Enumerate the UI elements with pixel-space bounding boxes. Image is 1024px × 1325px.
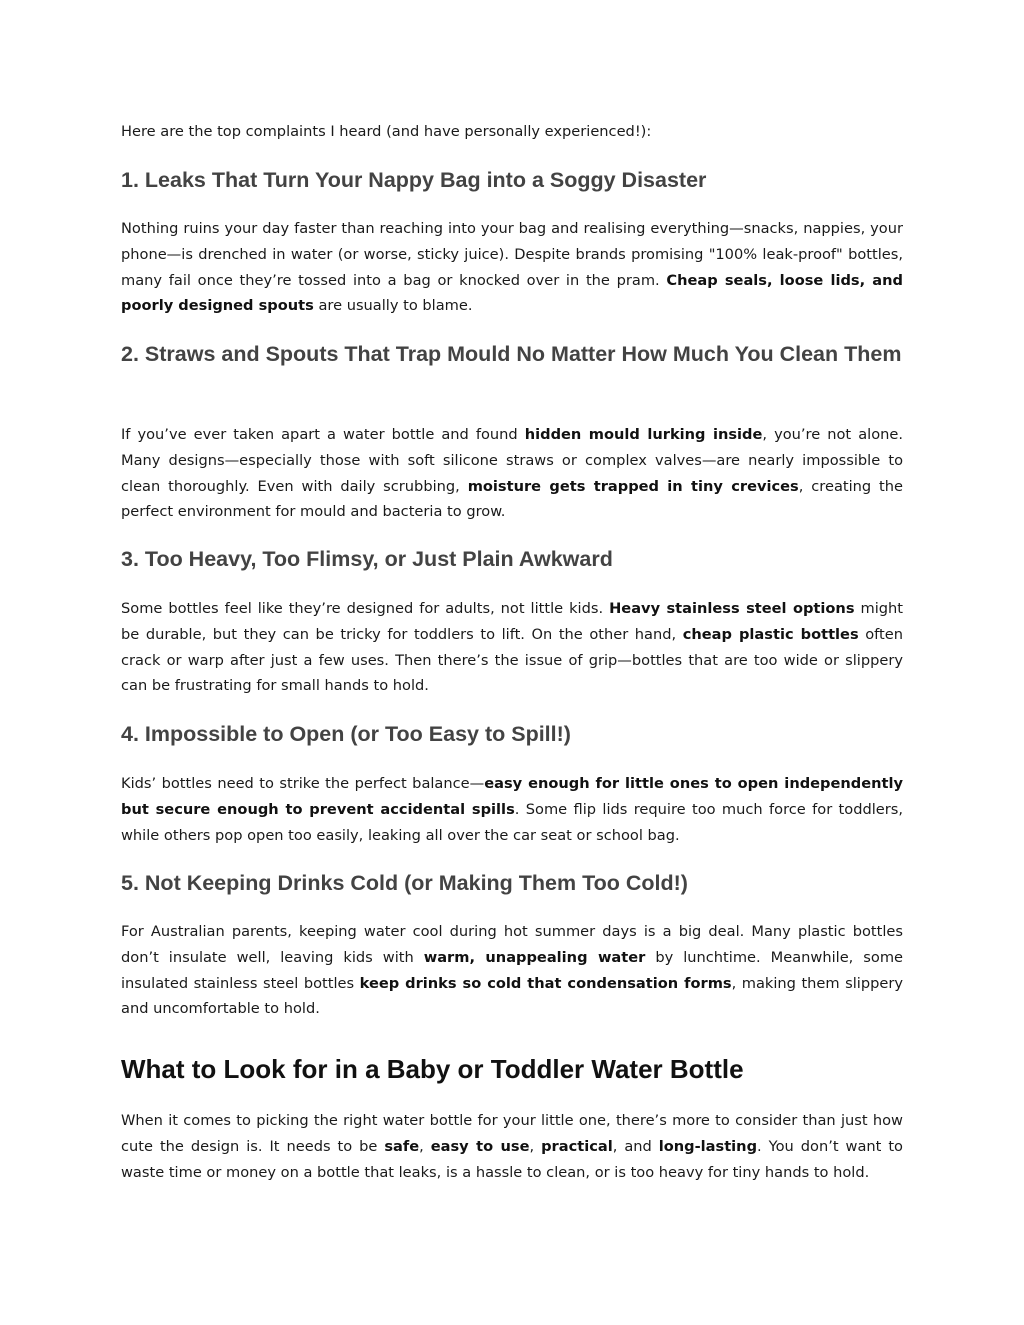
section-5-paragraph: For Australian parents, keeping water cool during hot summer days is a big deal. Many plastic bottles don’t insulate well, leaving kids with warm, unappealing water by lunchtime. Meanwhile, some insulated stainless steel bottles keep drinks so cold that condensation forms, making them slippery and uncomfortable to hold.	[121, 923, 904, 1018]
intro-paragraph: Here are the top complaints I heard (and have personally experienced!):	[121, 123, 652, 140]
section-3-heading: 3. Too Heavy, Too Flimsy, or Just Plain Awkward	[121, 547, 613, 571]
section-1-paragraph: Nothing ruins your day faster than reaching into your bag and realising everything—snacks, nappies, your phone—is drenched in water (or worse, sticky juice). Despite brands promising "100% leak-proof" bottles, many fail once they’re tossed into a bag or knocked over in the pram. Cheap seals, loose lids, and poorly designed spouts are usually to blame.	[121, 220, 903, 315]
section-1-heading: 1. Leaks That Turn Your Nappy Bag into a Soggy Disaster	[121, 168, 707, 192]
section-4-paragraph: Kids’ bottles need to strike the perfect balance—easy enough for little ones to open independently but secure enough to prevent accidental spills. Some flip lids require too much force for toddlers, while others pop open too easily, leaking all over the car seat or school bag.	[121, 775, 904, 844]
section-2-heading: 2. Straws and Spouts That Trap Mould No Matter How Much You Clean Them	[121, 342, 902, 366]
section-3-paragraph: Some bottles feel like they’re designed for adults, not little kids. Heavy stainless steel options might be durable, but they can be tricky for toddlers to lift. On the other hand, cheap plastic bottles often crack or warp after just a few uses. Then there’s the issue of grip—bottles that are too wide or slippery can be frustrating for small hands to hold.	[121, 600, 903, 695]
main-heading: What to Look for in a Baby or Toddler Water Bottle	[121, 1054, 744, 1084]
final-paragraph: When it comes to picking the right water bottle for your little one, there’s more to consider than just how cute the design is. It needs to be safe, easy to use, practical, and long-lasting. You don’t want to waste time or money on a bottle that leaks, is a hassle to clean, or is too heavy for tiny hands to hold.	[121, 1112, 903, 1181]
section-2-paragraph: If you’ve ever taken apart a water bottle and found hidden mould lurking inside, you’re not alone. Many designs—especially those with soft silicone straws or complex valves—are nearly impossible to clean thoroughly. Even with daily scrubbing, moisture gets trapped in tiny crevices, creating the perfect environment for mould and bacteria to grow.	[121, 426, 904, 521]
section-4-heading: 4. Impossible to Open (or Too Easy to Spill!)	[121, 722, 571, 746]
section-5-heading: 5. Not Keeping Drinks Cold (or Making Them Too Cold!)	[121, 871, 688, 895]
